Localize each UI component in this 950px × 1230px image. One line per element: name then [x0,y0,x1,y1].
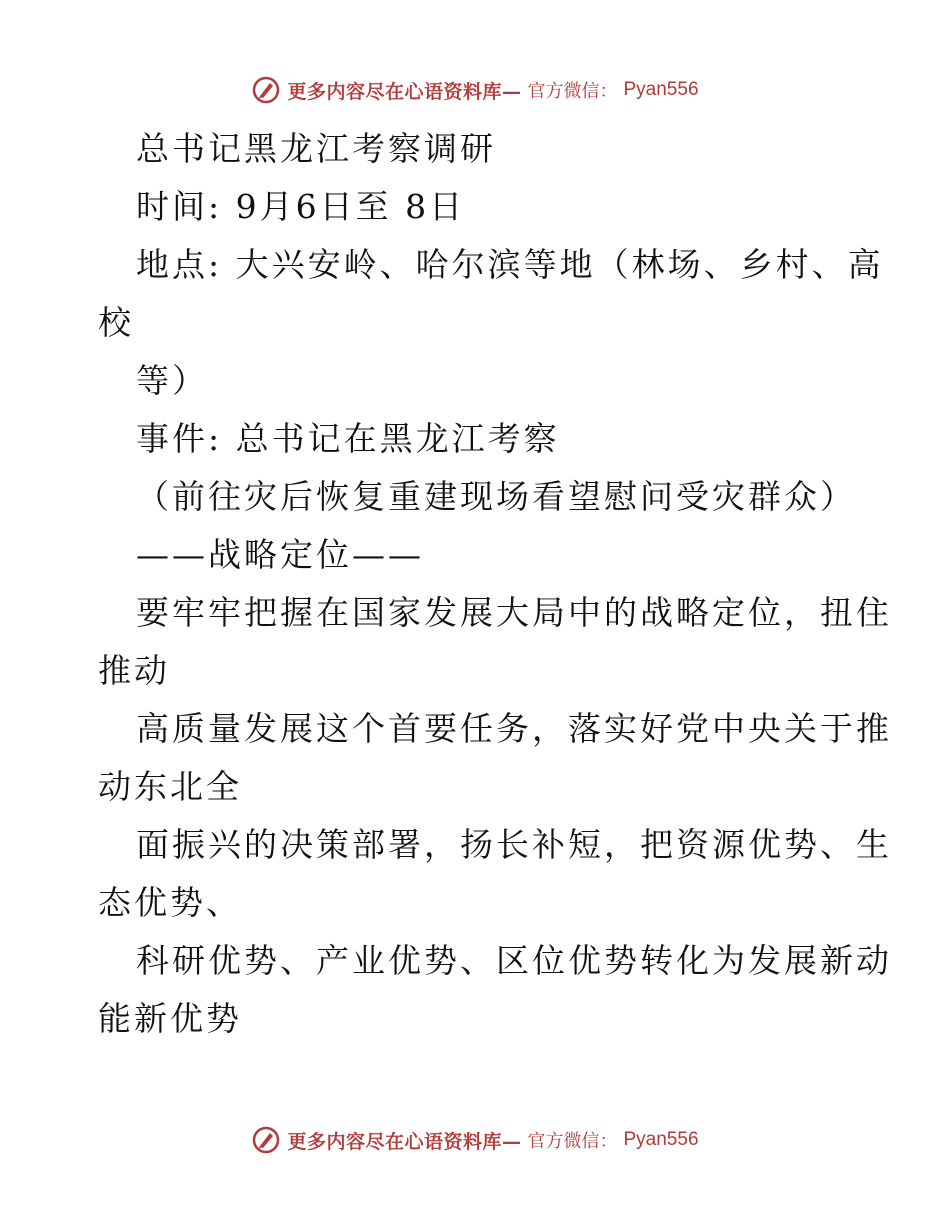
doc-line-event: 事件: 总书记在黑龙江考察 [136,419,560,458]
doc-line-paragraph: 要牢牢把握在国家发展大局中的战略定位，扭住 [136,593,892,632]
doc-line-title: 总书记黑龙江考察调研 [136,129,496,168]
footer-watermark [0,1120,950,1160]
watermark-wechat-label: 官方微信： [527,1131,618,1152]
watermark-site-text: 更多内容尽在心语资料库— [287,80,522,103]
header-watermark [0,70,950,110]
document-body [98,120,892,1048]
watermark-site-text: 更多内容尽在心语资料库— [287,1130,522,1153]
doc-line-location-wrap-1: 校 [98,303,134,342]
watermark-wechat-id: Pyan556 [623,1129,699,1150]
doc-line-time: 时间: 9月6日至 8日 [136,187,466,226]
doc-line-paragraph: 面振兴的决策部署，扬长补短，把资源优势、生 [136,825,892,864]
doc-line-location: 地点: 大兴安岭、哈尔滨等地（林场、乡村、高 [136,245,884,284]
pen-logo-icon [251,1125,281,1155]
doc-line-section-heading: ——战略定位—— [136,535,424,574]
watermark-wechat-label: 官方微信： [527,81,618,102]
pen-logo-icon [251,75,281,105]
doc-line-location-wrap-2: 等） [136,361,208,400]
doc-line-paragraph-wrap: 推动 [98,651,170,690]
doc-line-event-detail: （前往灾后恢复重建现场看望慰问受灾群众） [136,477,856,516]
doc-line-paragraph-wrap: 动东北全 [98,767,242,806]
doc-line-paragraph-wrap: 能新优势 [98,999,242,1038]
doc-line-paragraph: 科研优势、产业优势、区位优势转化为发展新动 [136,941,892,980]
watermark-wechat-id: Pyan556 [623,79,699,100]
doc-line-paragraph-wrap: 态优势、 [98,883,242,922]
doc-line-paragraph: 高质量发展这个首要任务，落实好党中央关于推 [136,709,892,748]
